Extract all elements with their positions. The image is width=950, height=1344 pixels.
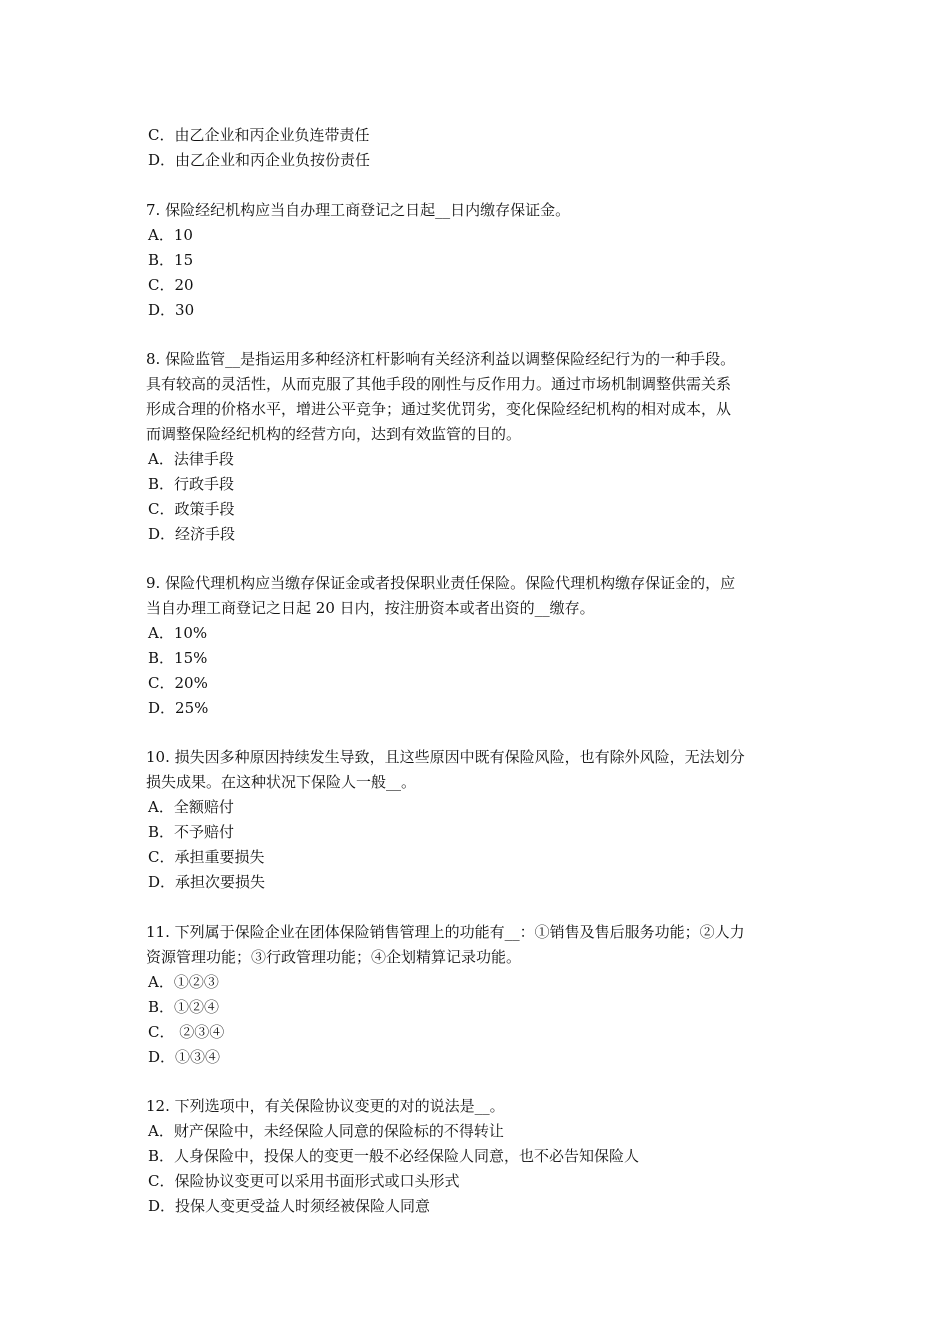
question-stem <box>146 1094 808 1119</box>
stem-line: 形成合理的价格水平，增进公平竞争；通过奖优罚劣，变化保险经纪机构的相对成本，从 <box>146 400 732 418</box>
stem-line: 具有较高的灵活性，从而克服了其他手段的刚性与反作用力。通过市场机制调整供需关系 <box>146 375 732 393</box>
question-stem <box>146 745 808 795</box>
option-c: C．保险协议变更可以采用书面形式或口头形式 <box>148 1172 460 1190</box>
question-10 <box>146 745 808 895</box>
option-a: A．10% <box>148 624 208 642</box>
option-b: B．人身保险中，投保人的变更一般不必经保险人同意，也不必告知保险人 <box>148 1147 640 1165</box>
stem-line: 而调整保险经纪机构的经营方向，达到有效监管的目的。 <box>146 425 522 443</box>
stem-line: 资源管理功能；③行政管理功能；④企划精算记录功能。 <box>146 948 522 966</box>
option-a: A．财产保险中，未经保险人同意的保险标的不得转让 <box>148 1122 504 1140</box>
option-c: C．20% <box>148 674 208 692</box>
question-12 <box>146 1094 808 1219</box>
option-b: B．15 <box>148 251 194 269</box>
stem-line: 8. 保险监管__是指运用多种经济杠杆影响有关经济利益以调整保险经纪行为的一种手段。 <box>146 350 736 368</box>
question-6-tail <box>146 123 808 173</box>
option-b: B．行政手段 <box>148 475 235 493</box>
option-a: A．①②③ <box>148 973 219 991</box>
stem-line: 损失成果。在这种状况下保险人一般__。 <box>146 773 417 791</box>
stem-line: 9. 保险代理机构应当缴存保证金或者投保职业责任保险。保险代理机构缴存保证金的，应 <box>146 574 736 592</box>
question-stem <box>146 920 808 970</box>
option-c: C．承担重要损失 <box>148 848 265 866</box>
option-b: B．不予赔付 <box>148 823 235 841</box>
stem-line: 11. 下列属于保险企业在团体保险销售管理上的功能有__：①销售及售后服务功能；②人力 <box>146 923 745 941</box>
option-c: C．20 <box>148 276 194 294</box>
option-d: D．25% <box>148 699 209 717</box>
option-c: C． ②③④ <box>148 1023 225 1041</box>
question-stem <box>146 198 808 223</box>
option-d: D．由乙企业和丙企业负按份责任 <box>148 151 371 169</box>
option-c: C．由乙企业和丙企业负连带责任 <box>148 126 370 144</box>
option-b: B．15% <box>148 649 208 667</box>
stem-line: 12. 下列选项中，有关保险协议变更的对的说法是__。 <box>146 1097 505 1115</box>
question-11 <box>146 920 808 1070</box>
option-d: D．经济手段 <box>148 525 236 543</box>
option-a: A．10 <box>148 226 193 244</box>
stem-line: 10. 损失因多种原因持续发生导致，且这些原因中既有保险风险，也有除外风险，无法划分 <box>146 748 745 766</box>
option-c: C．政策手段 <box>148 500 235 518</box>
question-stem <box>146 347 808 447</box>
option-a: A．全额赔付 <box>148 798 234 816</box>
stem-line: 7. 保险经纪机构应当自办理工商登记之日起__日内缴存保证金。 <box>146 201 571 219</box>
option-d: D．投保人变更受益人时须经被保险人同意 <box>148 1197 431 1215</box>
question-stem <box>146 571 808 621</box>
option-d: D．承担次要损失 <box>148 873 266 891</box>
option-a: A．法律手段 <box>148 450 234 468</box>
option-d: D．30 <box>148 301 195 319</box>
option-b: B．①②④ <box>148 998 220 1016</box>
stem-line: 当自办理工商登记之日起 20 日内，按注册资本或者出资的__缴存。 <box>146 599 595 617</box>
question-9 <box>146 571 808 721</box>
option-d: D．①③④ <box>148 1048 221 1066</box>
question-8 <box>146 347 808 547</box>
question-7 <box>146 198 808 323</box>
